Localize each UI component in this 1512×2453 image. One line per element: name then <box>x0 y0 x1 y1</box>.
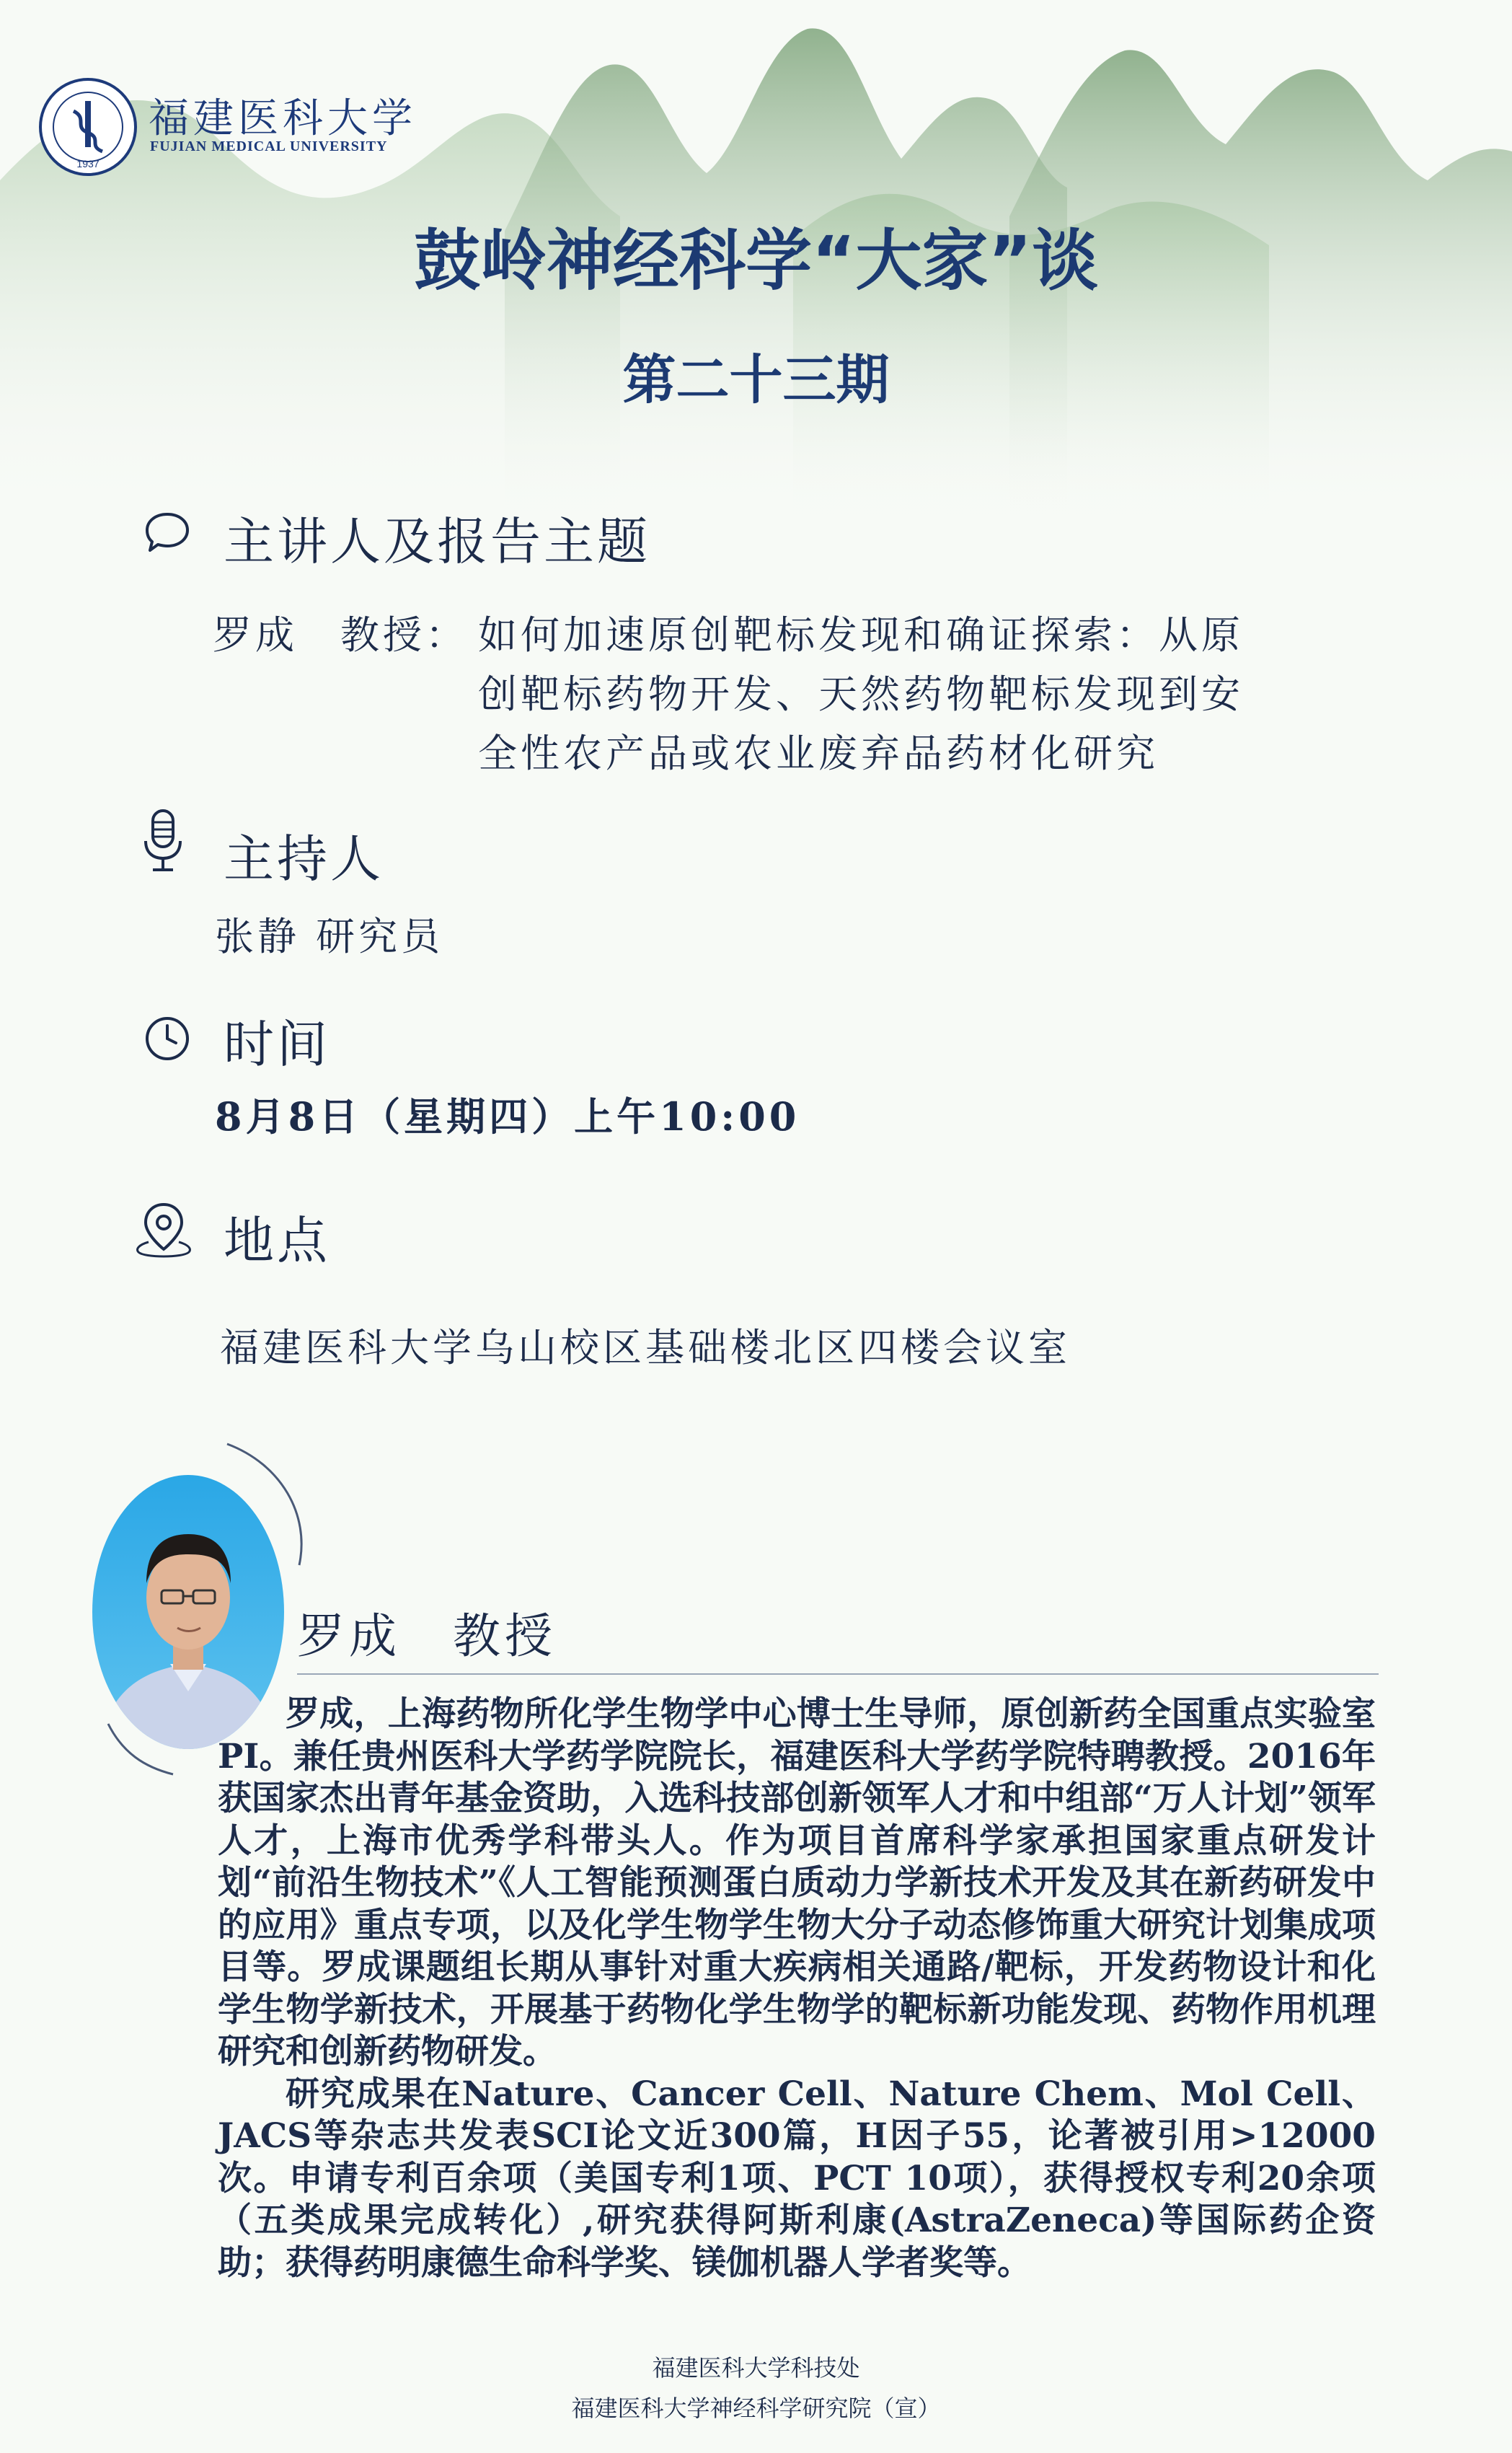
time-heading: 时间 <box>224 1015 330 1074</box>
bio-paragraph-2: 研究成果在Nature、Cancer Cell、Nature Chem、Mol Cell、JACS等杂志共发表SCI论文近300篇，H因子55，论著被引用>12000次。申请专利百余项（美国专利1项、PCT 10项），获得授权专利20余项（五类成果完成转化）,研究获得阿斯利康(AstraZeneca)等国际药企资助；获得药明康德生命科学奖、镁伽机器人学者奖等。 <box>218 2074 1376 2283</box>
microphone-icon <box>137 806 189 876</box>
speaker-heading: 主讲人及报告主题 <box>224 512 650 571</box>
page-title: 鼓岭神经科学“大家”谈 <box>414 222 1098 299</box>
footer-organizer-1: 福建医科大学科技处 <box>652 2354 860 2382</box>
bio-text <box>218 1694 1376 2284</box>
location-heading: 地点 <box>224 1211 330 1270</box>
university-name-en: FUJIAN MEDICAL UNIVERSITY <box>150 138 388 154</box>
footer-organizer-2: 福建医科大学神经科学研究院（宣） <box>571 2395 941 2422</box>
university-name-cn: 福建医科大学 <box>149 95 417 142</box>
clock-icon <box>141 1013 193 1065</box>
university-logo <box>37 76 138 177</box>
location-pin-icon <box>131 1197 196 1262</box>
topic-line-2: 创靶标药物开发、天然药物靶标发现到安 <box>478 671 1244 717</box>
svg-text:1937: 1937 <box>76 158 100 169</box>
bio-paragraph-1: 罗成，上海药物所化学生物学中心博士生导师，原创新药全国重点实验室 PI。兼任贵州医科大学药学院院长，福建医科大学药学院特聘教授。2016年获国家杰出青年基金资助，入选科技部创新领军人才和中组部“万人计划”领军人才，上海市优秀学科带头人。作为项目首席科学家承担国家重点研发计划“前沿生物技术”《人工智能预测蛋白质动力学新技术开发及其在新药研发中的应用》重点专项，以及化学生物学生物大分子动态修饰重大研究计划集成项目等。罗成课题组长期从事针对重大疾病相关通路/靶标，开发药物设计和化学生物学新技术，开展基于药物化学生物学的靶标新功能发现、药物作用机理研究和创新药物研发。 <box>218 1694 1376 2071</box>
host-heading: 主持人 <box>224 829 384 889</box>
bio-divider <box>297 1673 1379 1675</box>
topic-line-3: 全性农产品或农业废弃品药材化研究 <box>478 731 1159 776</box>
topic-line-1: 如何加速原创靶标发现和确证探索：从原 <box>478 612 1244 658</box>
speaker-name: 罗成 教授： <box>213 612 468 658</box>
host-value: 张静 研究员 <box>215 914 444 959</box>
time-value: 8月8日（星期四）上午10:00 <box>215 1093 800 1140</box>
speech-bubble-icon <box>141 507 193 559</box>
issue-number: 第二十三期 <box>622 349 890 411</box>
bio-name: 罗成 教授 <box>297 1608 557 1664</box>
location-value: 福建医科大学乌山校区基础楼北区四楼会议室 <box>220 1325 1071 1370</box>
